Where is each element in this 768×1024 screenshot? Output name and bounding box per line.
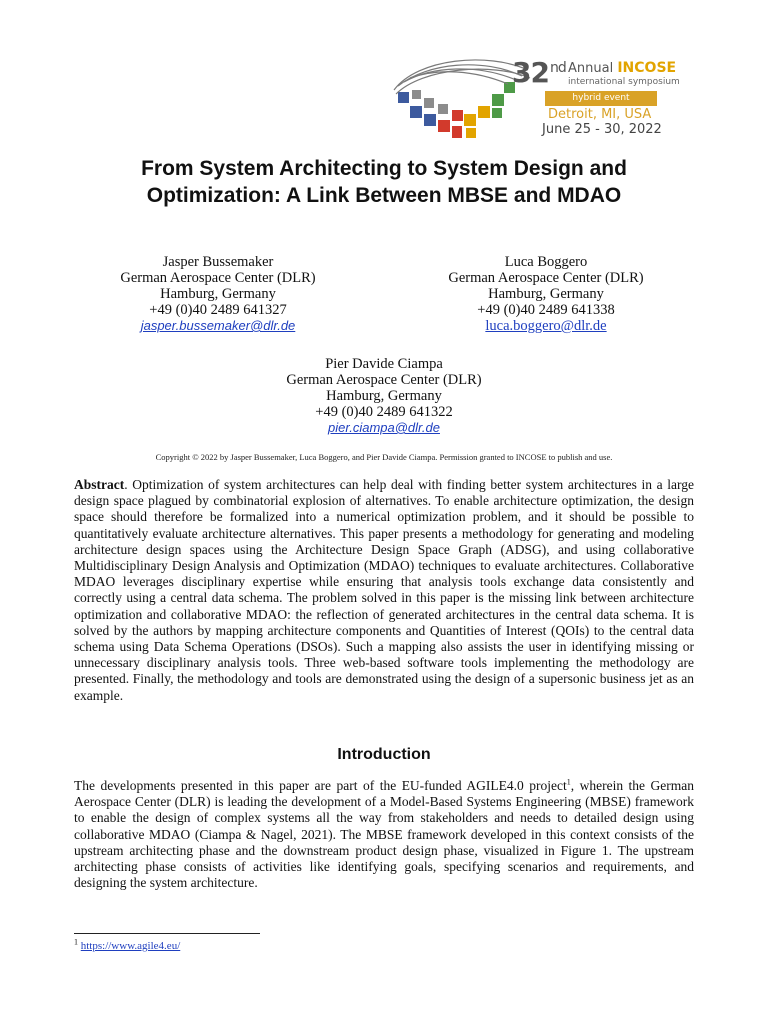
author-email-link[interactable]: pier.ciampa@dlr.de (328, 420, 440, 435)
footnote-divider (74, 933, 260, 934)
hybrid-event-banner: hybrid event (545, 91, 657, 106)
title-line-2: Optimization: A Link Between MBSE and MDAO (146, 184, 622, 207)
author-phone: +49 (0)40 2489 641327 (149, 302, 287, 318)
author-phone: +49 (0)40 2489 641338 (477, 302, 615, 318)
author-phone: +49 (0)40 2489 641322 (315, 404, 453, 420)
author-city: Hamburg, Germany (488, 286, 604, 302)
copyright-notice: Copyright © 2022 by Jasper Bussemaker, Luca Boggero, and Pier Davide Ciampa. Permission granted to INCOSE to publish and use. (155, 452, 613, 462)
author-name: Pier Davide Ciampa (325, 356, 443, 372)
author-affiliation: German Aerospace Center (DLR) (286, 372, 482, 388)
conference-dates: June 25 - 30, 2022 (542, 122, 662, 137)
incose-label: INCOSE (617, 60, 677, 76)
footnote-mark: 1 (74, 937, 78, 947)
author-block-3 (250, 356, 518, 436)
conference-number: 32nd (512, 56, 566, 89)
author-name: Luca Boggero (504, 254, 588, 270)
conference-subtitle: international symposium (568, 77, 680, 87)
abstract-text: . Optimization of system architectures can help deal with finding better system architectures in a large design space plagued by combinatorial explosion of alternatives. To enable architecture optimization, the design space should therefore be formalized into a numerical optimization problem, and it should be possible to quantitatively evaluate architecture alternatives. This paper presents a methodology for generating and modeling architecture design spaces using the Architecture Design Space Graph (ADSG), and using collaborative Multidisciplinary Design Analysis and Optimization (MDAO) techniques to evaluate architectures. Collaborative MDAO leverages disciplinary expertise while ensuring that analysis tools exchange data consistently and correctly using a central data schema. The problem solved in this paper is the missing link between architecture optimization and collaborative MDAO: the reflection of generated architectures in the central data schema. It is solved by the authors by mapping architecture components and Quantities of Interest (QOIs) to the central data schema using Data Schema Operations (DSOs). Such a mapping also assists the user in identifying missing or unnecessary disciplinary analysis tools. Three web-based software tools implementing the methodology are presented. Finally, the methodology and tools are demonstrated using the design of a supersonic business jet as an example. (74, 477, 694, 703)
author-block-1 (100, 254, 336, 334)
author-email-link[interactable]: luca.boggero@dlr.de (485, 318, 607, 334)
author-name: Jasper Bussemaker (162, 254, 274, 270)
paper-title (60, 155, 708, 209)
intro-text-after-note: , wherein the German Aerospace Center (DLR) is leading the development of a Model-Based Systems Engineering (MBSE) framework to enable the design of complex systems all the way from stakeholders and needs to detailed design using collaborative MDAO (Ciampa & Nagel, 2021). The MBSE framework developed in this context consists of the upstream architecting phase and the downstream product design phase, visualized in Figure 1. The upstream architecting phase consists of activities like identifying goals, specifying scenarios and requirements, and designing the system architecture. (74, 778, 695, 891)
author-city: Hamburg, Germany (160, 286, 276, 302)
section-heading-introduction: Introduction (337, 746, 431, 763)
introduction-paragraph (74, 778, 694, 891)
intro-text-before-note: The developments presented in this paper are part of the EU-funded AGILE4.0 project (74, 778, 567, 793)
footnote-reference[interactable]: 1 (566, 777, 571, 787)
annual-label: Annual (568, 61, 614, 76)
author-block-2 (428, 254, 664, 334)
author-affiliation: German Aerospace Center (DLR) (120, 270, 316, 286)
conference-ordinal: nd (549, 60, 566, 76)
abstract-paragraph (74, 477, 694, 704)
abstract-label: Abstract (74, 477, 125, 492)
conference-annual (568, 60, 676, 76)
footnote-link[interactable]: https://www.agile4.eu/ (80, 940, 181, 952)
conference-city: Detroit, MI, USA (548, 107, 652, 122)
title-line-1: From System Architecting to System Design and (141, 157, 627, 180)
conference-logo (388, 48, 688, 148)
author-email-link[interactable]: jasper.bussemaker@dlr.de (140, 318, 296, 333)
author-affiliation: German Aerospace Center (DLR) (448, 270, 644, 286)
author-city: Hamburg, Germany (326, 388, 442, 404)
footnote (74, 937, 181, 952)
